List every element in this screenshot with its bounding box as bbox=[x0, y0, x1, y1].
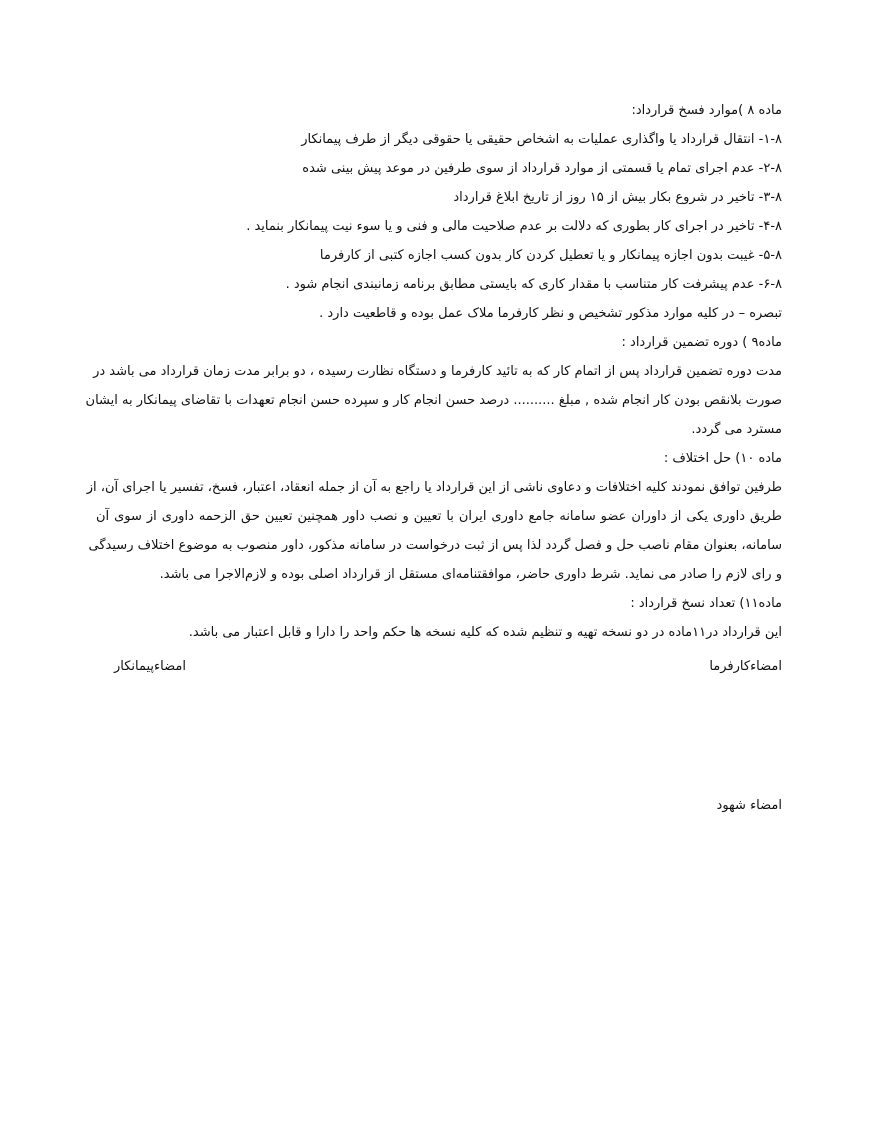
article10-line: طریق داوری یکی از داوران عضو سامانه جامع داوری ایران با تعیین و نصب داور همچنین تعیین حق الزحمه داوری از سوی آن bbox=[96, 509, 782, 524]
article9-line: مدت دوره تضمین قرارداد پس از اتمام کار که به تائید کارفرما و دستگاه نظارت رسیده ، دو برابر مدت زمان قرارداد می باشد در bbox=[93, 364, 782, 379]
signature-row bbox=[96, 652, 782, 681]
article11-heading: ماده۱۱) تعداد نسخ قرارداد : bbox=[630, 596, 782, 611]
article9-body bbox=[85, 357, 782, 444]
article8-heading: ماده ۸ )موارد فسخ قرارداد: bbox=[631, 103, 782, 118]
article8-note: تبصره – در کلیه موارد مذکور تشخیص و نظر کارفرما ملاک عمل بوده و قاطعیت دارد . bbox=[319, 306, 782, 321]
article8-item: ۵-۸- غیبت بدون اجازه پیمانکار و یا تعطیل کردن کار بدون کسب اجازه کتبی از کارفرما bbox=[319, 248, 782, 263]
article8-item: ۳-۸- تاخیر در شروع بکار بیش از ۱۵ روز از تاریخ ابلاغ قرارداد bbox=[453, 190, 782, 205]
article9-line: صورت بلانقص بودن کار انجام شده , مبلغ .......... درصد حسن انجام کار و سپرده حسن انجام تعهدات با تقاضای پیمانکار به ایشان bbox=[85, 393, 782, 408]
article9-heading: ماده۹ ) دوره تضمین قرارداد : bbox=[621, 335, 782, 350]
employer-signature-label: امضاءکارفرما bbox=[709, 659, 782, 674]
article9-line: مسترد می گردد. bbox=[691, 422, 782, 437]
witnesses-signature-label: امضاء شهود bbox=[716, 798, 782, 813]
article10-line: سامانه، بعنوان مقام ناصب حل و فصل گردد لذا پس از ثبت درخواست در سامانه مذکور، داور منصوب به موضوع اختلاف رسیدگی bbox=[88, 538, 782, 553]
article8-item: ۴-۸- تاخیر در اجرای کار بطوری که دلالت بر عدم صلاحیت مالی و فنی و یا سوء نیت پیمانکار بنماید . bbox=[246, 219, 782, 234]
article11-text: این قرارداد در۱۱ماده در دو نسخه تهیه و تنظیم شده که کلیه نسخه ها حکم واحد را دارا و قابل اعتبار می باشد. bbox=[188, 625, 782, 640]
article10-heading: ماده ۱۰) حل اختلاف : bbox=[663, 451, 782, 466]
contractor-signature-label: امضاءپیمانکار bbox=[114, 659, 186, 674]
article8-item: ۱-۸- انتقال قرارداد یا واگذاری عملیات به اشخاص حقیقی یا حقوقی دیگر از طرف پیمانکار bbox=[301, 132, 782, 147]
contract-page bbox=[85, 96, 782, 647]
article8-item: ۶-۸- عدم پیشرفت کار متناسب با مقدار کاری که بایستی مطابق برنامه زمانبندی انجام شود . bbox=[285, 277, 782, 292]
article10-body bbox=[86, 473, 782, 589]
article10-line: و رای لازم را صادر می نماید. شرط داوری حاضر، موافقتنامه‌ای مستقل از قرارداد اصلی بوده و لازم‌الاجرا می باشد. bbox=[159, 567, 782, 582]
article10-line: طرفین توافق نمودند کلیه اختلافات و دعاوی ناشی از این قرارداد یا راجع به آن از جمله انعقاد، اعتبار، فسخ، تفسیر یا اجرای آن، از bbox=[86, 480, 782, 495]
article8-item: ۲-۸- عدم اجرای تمام یا قسمتی از موارد قرارداد از سوی طرفین در موعد پیش بینی شده bbox=[302, 161, 782, 176]
